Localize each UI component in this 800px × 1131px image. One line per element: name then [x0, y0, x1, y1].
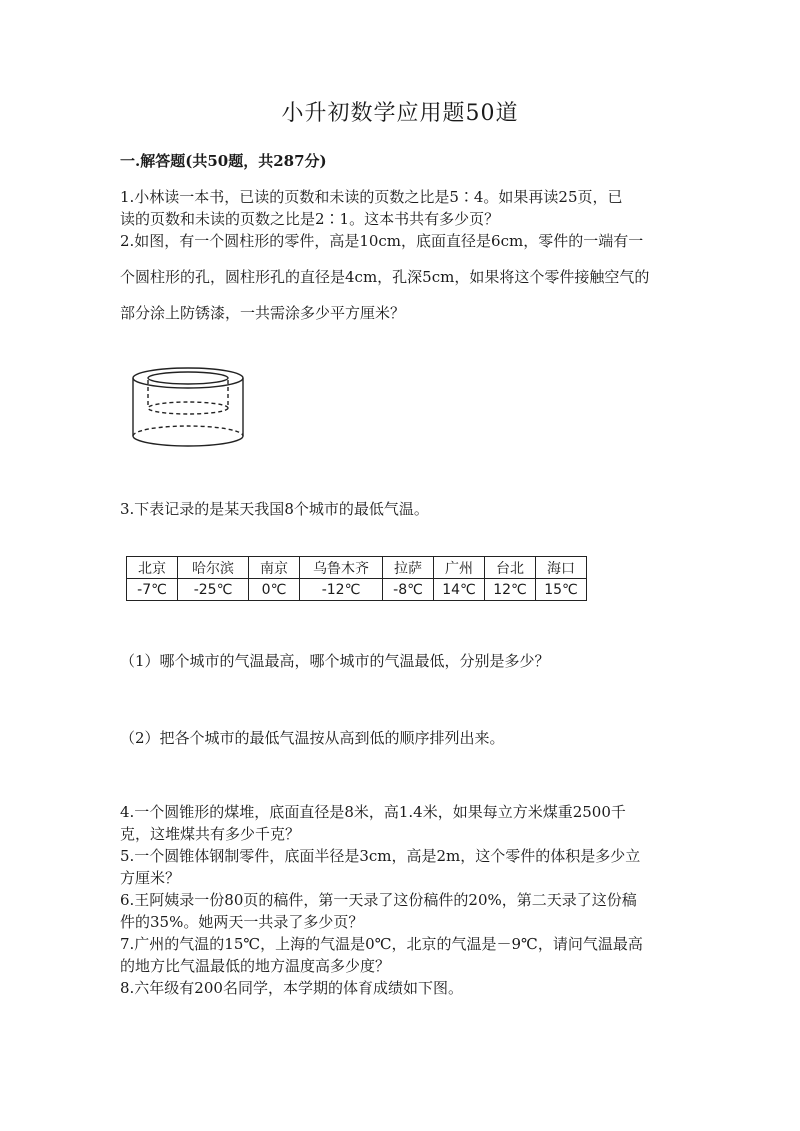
temperature-table	[126, 556, 587, 601]
section-heading: 一.解答题(共50题，共287分)	[120, 152, 327, 170]
table-cell: 南京	[249, 557, 300, 579]
question-7-line-2: 的地方比气温最低的地方温度高多少度？	[120, 957, 391, 975]
question-3-intro: 3.下表记录的是某天我国8个城市的最低气温。	[120, 500, 429, 518]
table-cell: 乌鲁木齐	[300, 557, 383, 579]
cylinder-figure	[128, 360, 252, 456]
question-4-line-2: 克，这堆煤共有多少千克？	[120, 825, 301, 843]
table-cell: 拉萨	[383, 557, 434, 579]
table-cell: -8℃	[383, 579, 434, 601]
question-3-sub-1: （1）哪个城市的气温最高，哪个城市的气温最低，分别是多少？	[120, 652, 550, 670]
question-2-line-3: 部分涂上防锈漆，一共需涂多少平方厘米？	[120, 304, 406, 322]
question-5-line-2: 方厘米？	[120, 869, 181, 887]
question-2-line-2: 个圆柱形的孔，圆柱形孔的直径是4cm，孔深5cm，如果将这个零件接触空气的	[120, 268, 650, 286]
question-6-line-1: 6.王阿姨录一份80页的稿件，第一天录了这份稿件的20%，第二天录了这份稿	[120, 891, 637, 909]
table-cell: -7℃	[127, 579, 178, 601]
table-cell: 12℃	[485, 579, 536, 601]
table-row-cities	[127, 557, 587, 579]
table-row-temperatures	[127, 579, 587, 601]
question-4-line-1: 4.一个圆锥形的煤堆，底面直径是8米，高1.4米，如果每立方米煤重2500千	[120, 803, 626, 821]
question-5-line-1: 5.一个圆锥体钢制零件，底面半径是3cm，高是2m，这个零件的体积是多少立	[120, 847, 641, 865]
table-cell: 14℃	[434, 579, 485, 601]
question-8-line-1: 8.六年级有200名同学，本学期的体育成绩如下图。	[120, 979, 463, 997]
question-3-sub-2: （2）把各个城市的最低气温按从高到低的顺序排列出来。	[120, 729, 505, 747]
table-cell: -12℃	[300, 579, 383, 601]
table-cell: 海口	[536, 557, 587, 579]
table-cell: 广州	[434, 557, 485, 579]
table-cell: 哈尔滨	[178, 557, 249, 579]
table-cell: 台北	[485, 557, 536, 579]
question-6-line-2: 件的35%。她两天一共录了多少页？	[120, 913, 364, 931]
table-cell: 北京	[127, 557, 178, 579]
page-title: 小升初数学应用题50道	[281, 101, 519, 126]
question-1-line-2: 读的页数和未读的页数之比是2∶1。这本书共有多少页？	[120, 210, 500, 228]
question-1-line-1: 1.小林读一本书，已读的页数和未读的页数之比是5∶4。如果再读25页，已	[120, 188, 623, 206]
question-2-line-1: 2.如图，有一个圆柱形的零件，高是10cm，底面直径是6cm，零件的一端有一	[120, 232, 644, 250]
table-cell: -25℃	[178, 579, 249, 601]
table-cell: 0℃	[249, 579, 300, 601]
question-7-line-1: 7.广州的气温的15℃，上海的气温是0℃，北京的气温是－9℃，请问气温最高	[120, 935, 643, 953]
table-cell: 15℃	[536, 579, 587, 601]
